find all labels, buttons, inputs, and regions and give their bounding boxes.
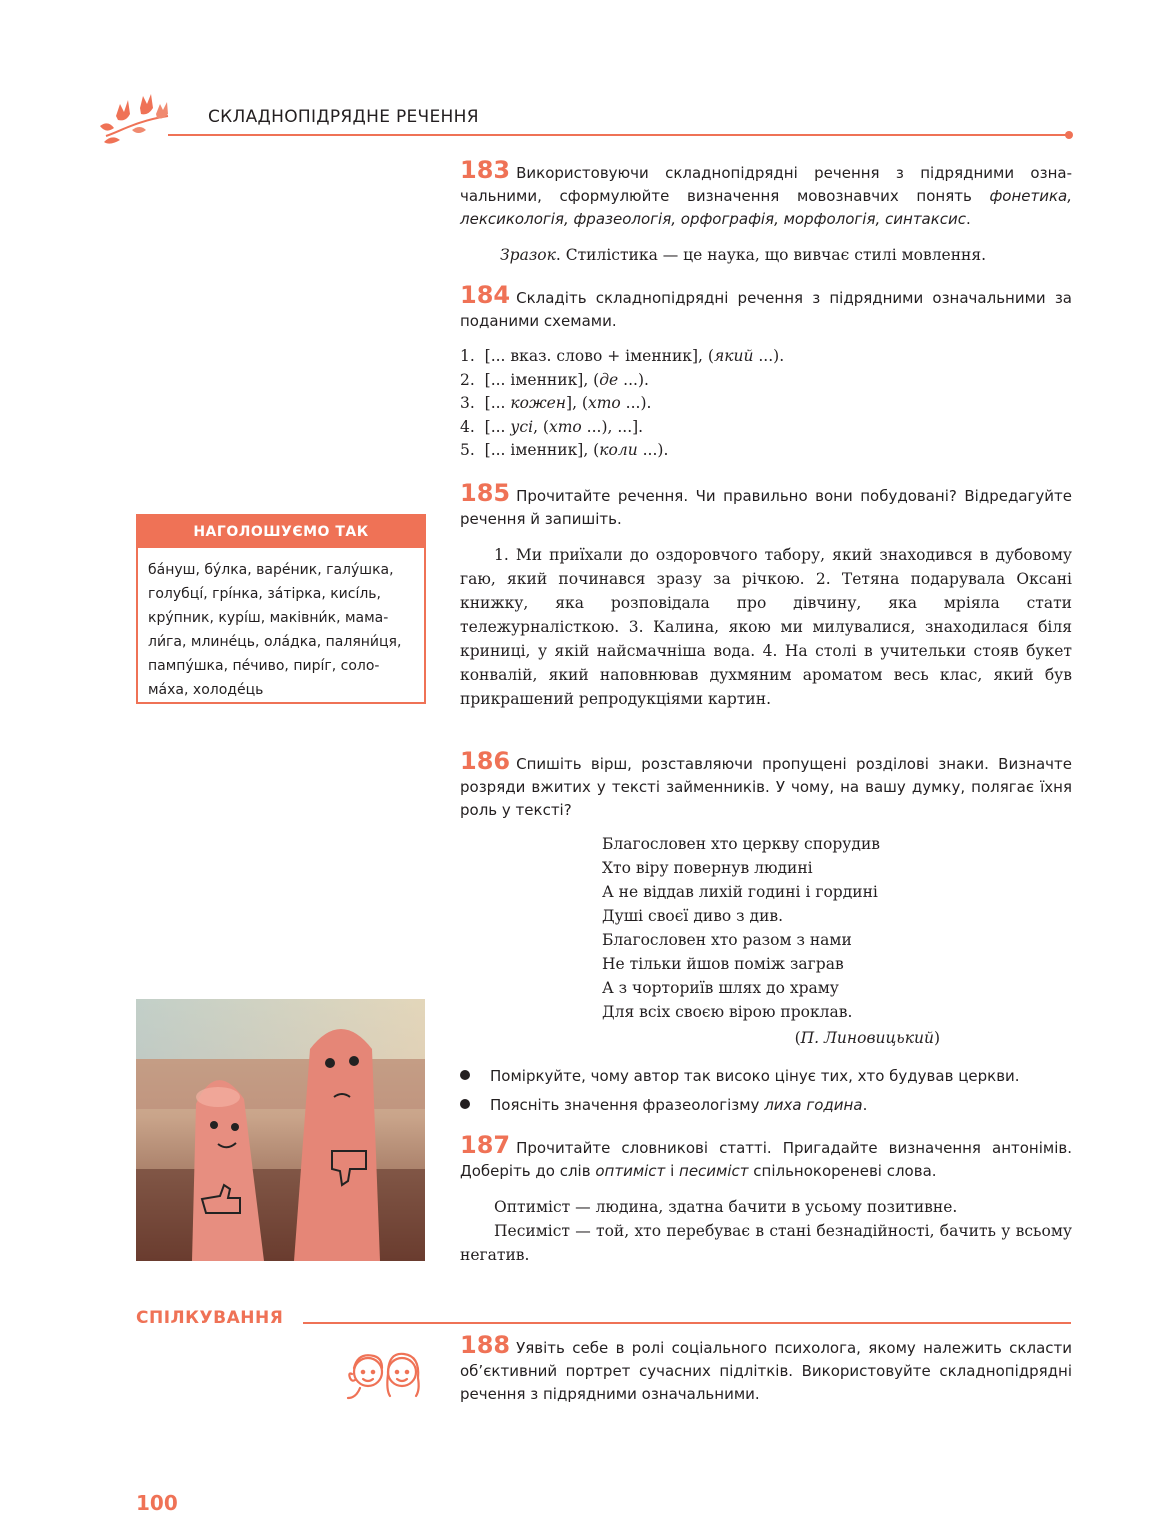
scheme-text: [... [484,394,511,412]
bullet-icon [460,1070,470,1080]
bullet-italic: лиха година [764,1096,863,1114]
two-faces-icon [344,1344,426,1400]
poem-author [460,1026,1072,1050]
scheme-text: [... іменник], ( [484,441,600,459]
scheme-item [460,416,1072,440]
paren: ) [933,1029,940,1047]
exercise-number: 184 [460,281,511,309]
scheme-item [460,345,1072,369]
dictionary-entry-2: Песиміст — той, хто перебуває в стані безнадійності, бачить у всьому негатив. [460,1222,1072,1264]
poem-line: А не віддав лихій годині і гордині [602,883,878,901]
scheme-text: [... іменник], ( [484,370,600,389]
scheme-number: 1. [460,347,475,365]
poem-line: Для всіх своєю вірою проклав. [602,1003,853,1021]
exercise-183 [460,156,1072,267]
sample [460,243,1072,267]
exercise-text: Прочитайте словникові статті. Пригадайте визначення антонімів. Доберіть до слів [460,1139,1072,1180]
exercise-italic-terms: фонетика, лексикологія, фразеологія, орфографія, морфологія, синтаксис [460,187,1072,228]
paren: ( [794,1029,801,1047]
author-name: П. Линовицький [800,1029,934,1047]
scheme-item [460,439,1072,463]
bullet-icon [460,1099,470,1109]
scheme-italic: коли [599,441,638,459]
header-divider [168,134,1068,136]
exercise-number: 187 [460,1131,511,1159]
poem [460,832,1072,1024]
communication-divider [303,1322,1071,1324]
passage: 1. Ми приїхали до оздоровчого табору, який знаходився в дубовому гаю, який починався зразу за річкою. 2. Тетяна подарувала Оксані книжку, яка розповідала про дівчину, яка мріяла стати тележурналісткою. 3. Калина, якою ми милувалися, знаходилася біля криниці, у якій найсмачніша вода. 4. На столі в учительки стояв букет конвалій, який наповнював духмяним ароматом весь клас, який був прикрашений репродукціями картин. [460,546,1072,708]
page-number: 100 [136,1491,178,1515]
stress-note-box [136,514,426,704]
scheme-text: , ( [533,417,549,436]
stress-note-text: ба́нуш, бу́лка, варе́ник, галу́шка, голубці́, грі́нка, за́тірка, кисі́ль, кру́пник, курі́ш, маківни́к, мамали́га, млине́ць, ола́дка, паляни́ця, пампу́шка, пе́чиво, пирі́г, солома́ха, холоде́ць [148,562,402,698]
schemes-list [460,345,1072,463]
exercise-188 [460,1331,1072,1406]
bullet-text: Поміркуйте, чому автор так високо цінує тих, хто будував церкви. [490,1067,1020,1085]
header-divider-dot [1065,131,1073,139]
exercise-number: 183 [460,156,511,184]
section-header-title: СКЛАДНОПІДРЯДНЕ РЕЧЕННЯ [208,107,479,127]
poem-line: А з чорториїв шлях до храму [602,979,839,997]
exercise-number: 188 [460,1331,511,1359]
exercise-text: Спишіть вірш, розставляючи пропущені розділові знаки. Визначте розряди вжитих у тексті займенників. У чому, на вашу думку, полягає їхня роль у тексті? [460,755,1072,819]
exercise-italic: песиміст [679,1162,749,1180]
scheme-text: ...). [620,394,652,412]
scheme-text: [... [484,417,511,436]
exercise-text: і [665,1162,680,1180]
bullet-text: Поясніть значення фразеологізму [490,1096,765,1114]
exercise-number: 185 [460,479,511,507]
scheme-text: ...). [637,441,669,459]
bullet-question-2 [460,1094,867,1117]
scheme-italic: хто [548,417,582,436]
scheme-italic: хто [587,394,621,412]
exercise-184 [460,281,1072,463]
poem-line: Не тільки йшов поміж заграв [602,955,844,973]
dictionary-entry-1: Оптиміст — людина, здатна бачити в усьому позитивне. [494,1198,958,1216]
communication-section-title: СПІЛКУВАННЯ [136,1308,284,1328]
sample-text: . Стилістика — це наука, що вивчає стилі мовлення. [555,246,987,264]
scheme-number: 3. [460,394,475,412]
exercise-187 [460,1131,1072,1267]
scheme-item [460,369,1072,393]
exercise-text-end: . [966,210,971,228]
poem-line: Хто віру повернув людині [602,859,813,877]
scheme-italic: який [713,347,754,365]
scheme-text: [... вказ. слово + іменник], ( [484,347,714,365]
flower-ornament-icon [96,86,176,146]
sample-label: Зразок [500,246,556,264]
fingers-photo [136,999,425,1261]
poem-line: Душі своєї диво з див. [602,907,784,925]
poem-line: Благословен хто разом з нами [602,931,852,949]
exercise-185 [460,479,1072,711]
scheme-italic: де [599,370,619,389]
stress-note-title: НАГОЛОШУЄМО ТАК [138,516,424,548]
exercise-italic: оптиміст [595,1162,666,1180]
scheme-text: ], ( [566,394,588,412]
exercise-text: Прочитайте речення. Чи правильно вони побудовані? Відредагуйте речення й запишіть. [460,487,1072,528]
bullet-question-1 [460,1065,1020,1088]
exercise-text: Складіть складнопідрядні речення з підрядними означальними за поданими схемами. [460,289,1072,330]
exercise-text: Уявіть себе в ролі соціального психолога, якому належить скласти об’єктивний портрет сучасних підлітків. Використовуйте складнопідрядні речення з підрядними означальними. [460,1339,1072,1403]
exercise-text: спільнокореневі слова. [748,1162,937,1180]
bullet-text: . [862,1096,868,1114]
exercise-text: Використовуючи складнопідрядні речення з підрядними означальними, сформулюйте визначення мовознавчих понять [460,164,1072,205]
scheme-item [460,392,1072,416]
scheme-text: ...). [753,347,785,365]
scheme-italic: усі [510,417,534,436]
scheme-number: 2. [460,370,475,389]
exercise-number: 186 [460,747,511,775]
scheme-text: ...). [618,370,649,389]
scheme-italic: кожен [510,394,567,412]
exercise-186 [460,747,1072,1050]
scheme-number: 4. [460,417,475,436]
scheme-number: 5. [460,441,475,459]
poem-line: Благословен хто церкву спорудив [602,835,881,853]
scheme-text: ...), ...]. [581,417,644,436]
